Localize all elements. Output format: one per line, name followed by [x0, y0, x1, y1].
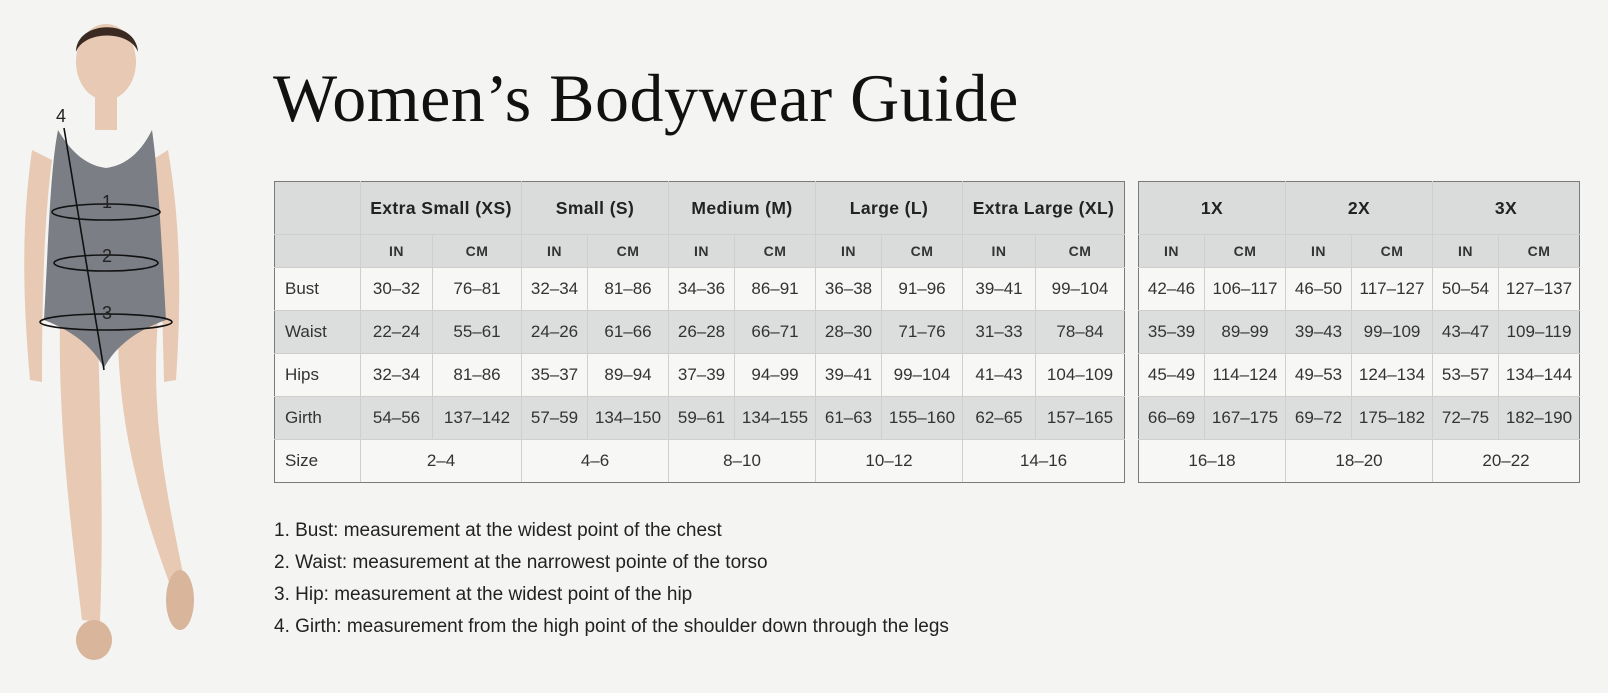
size-header-xl: Extra Large (XL) — [963, 182, 1125, 235]
table-cell: 137–142 — [433, 397, 522, 440]
table-cell: 26–28 — [669, 311, 735, 354]
table-cell: 53–57 — [1433, 354, 1499, 397]
table-cell: 167–175 — [1205, 397, 1286, 440]
table-cell: 157–165 — [1036, 397, 1125, 440]
table-cell: 66–71 — [735, 311, 816, 354]
table-cell: 32–34 — [522, 268, 588, 311]
table-cell: 94–99 — [735, 354, 816, 397]
note-bust: 1. Bust: measurement at the widest point of the chest — [274, 520, 722, 541]
table-cell: 37–39 — [669, 354, 735, 397]
table-cell: 99–104 — [882, 354, 963, 397]
size-header-1x: 1X — [1139, 182, 1286, 235]
figure-marker-4: 4 — [56, 106, 67, 126]
row-label: Waist — [275, 311, 361, 354]
table-cell: 57–59 — [522, 397, 588, 440]
table-cell: 182–190 — [1499, 397, 1580, 440]
unit-header: IN — [1139, 235, 1205, 268]
table-cell: 22–24 — [361, 311, 433, 354]
table-cell: 69–72 — [1286, 397, 1352, 440]
size-range-cell: 8–10 — [669, 440, 816, 483]
size-range-cell: 18–20 — [1286, 440, 1433, 483]
table-cell: 134–144 — [1499, 354, 1580, 397]
table-row — [275, 268, 1125, 311]
table-row — [275, 311, 1125, 354]
table-cell: 91–96 — [882, 268, 963, 311]
figure-marker-3: 3 — [102, 303, 113, 323]
unit-header: IN — [522, 235, 588, 268]
unit-header: IN — [1433, 235, 1499, 268]
table-cell: 46–50 — [1286, 268, 1352, 311]
table-cell: 127–137 — [1499, 268, 1580, 311]
unit-corner-cell — [275, 235, 361, 268]
table-cell: 114–124 — [1205, 354, 1286, 397]
table-cell: 28–30 — [816, 311, 882, 354]
figure-marker-2: 2 — [102, 246, 113, 266]
size-header-l: Large (L) — [816, 182, 963, 235]
table-cell: 45–49 — [1139, 354, 1205, 397]
unit-header: CM — [1499, 235, 1580, 268]
corner-cell — [275, 182, 361, 235]
table-row — [275, 397, 1125, 440]
size-header-m: Medium (M) — [669, 182, 816, 235]
table-cell: 39–41 — [963, 268, 1036, 311]
size-header-xs: Extra Small (XS) — [361, 182, 522, 235]
table-cell: 39–43 — [1286, 311, 1352, 354]
note-hip: 3. Hip: measurement at the widest point of the hip — [274, 584, 693, 605]
table-cell: 109–119 — [1499, 311, 1580, 354]
table-cell: 86–91 — [735, 268, 816, 311]
table-cell: 104–109 — [1036, 354, 1125, 397]
table-cell: 155–160 — [882, 397, 963, 440]
table-cell: 71–76 — [882, 311, 963, 354]
table-cell: 72–75 — [1433, 397, 1499, 440]
unit-header: CM — [735, 235, 816, 268]
table-row — [275, 354, 1125, 397]
table-cell: 81–86 — [588, 268, 669, 311]
table-cell: 42–46 — [1139, 268, 1205, 311]
table-cell: 76–81 — [433, 268, 522, 311]
note-waist: 2. Waist: measurement at the narrowest pointe of the torso — [274, 552, 768, 573]
table-cell: 24–26 — [522, 311, 588, 354]
row-label: Size — [275, 440, 361, 483]
table-cell: 39–41 — [816, 354, 882, 397]
table-cell: 50–54 — [1433, 268, 1499, 311]
table-cell: 62–65 — [963, 397, 1036, 440]
size-table-standard — [274, 181, 1125, 483]
note-girth: 4. Girth: measurement from the high point of the shoulder down through the legs — [274, 616, 949, 637]
table-cell: 99–109 — [1352, 311, 1433, 354]
table-cell: 89–94 — [588, 354, 669, 397]
unit-header: CM — [1352, 235, 1433, 268]
unit-header: CM — [433, 235, 522, 268]
table-cell: 66–69 — [1139, 397, 1205, 440]
table-cell: 59–61 — [669, 397, 735, 440]
row-label: Hips — [275, 354, 361, 397]
table-cell: 49–53 — [1286, 354, 1352, 397]
row-label: Bust — [275, 268, 361, 311]
unit-header: CM — [882, 235, 963, 268]
table-cell: 61–63 — [816, 397, 882, 440]
model-figure — [0, 0, 240, 693]
table-cell: 35–39 — [1139, 311, 1205, 354]
size-range-cell: 20–22 — [1433, 440, 1580, 483]
row-label: Girth — [275, 397, 361, 440]
unit-header: IN — [361, 235, 433, 268]
table-cell: 61–66 — [588, 311, 669, 354]
unit-header: CM — [1205, 235, 1286, 268]
table-cell: 55–61 — [433, 311, 522, 354]
unit-header: CM — [588, 235, 669, 268]
table-cell: 89–99 — [1205, 311, 1286, 354]
table-row — [1139, 397, 1580, 440]
table-cell: 78–84 — [1036, 311, 1125, 354]
size-range-cell: 14–16 — [963, 440, 1125, 483]
unit-header: IN — [816, 235, 882, 268]
size-header-3x: 3X — [1433, 182, 1580, 235]
size-range-cell: 10–12 — [816, 440, 963, 483]
table-cell: 134–155 — [735, 397, 816, 440]
size-table-plus — [1138, 181, 1580, 483]
table-cell: 36–38 — [816, 268, 882, 311]
unit-header: CM — [1036, 235, 1125, 268]
figure-marker-1: 1 — [102, 192, 113, 212]
table-row — [1139, 268, 1580, 311]
table-cell: 124–134 — [1352, 354, 1433, 397]
unit-header: IN — [669, 235, 735, 268]
table-row — [1139, 354, 1580, 397]
size-header-2x: 2X — [1286, 182, 1433, 235]
table-cell: 30–32 — [361, 268, 433, 311]
measurement-notes — [274, 515, 949, 643]
unit-header: IN — [963, 235, 1036, 268]
size-range-cell: 2–4 — [361, 440, 522, 483]
table-cell: 99–104 — [1036, 268, 1125, 311]
table-cell: 134–150 — [588, 397, 669, 440]
page-title: Women’s Bodywear Guide — [273, 60, 1019, 136]
size-range-cell: 16–18 — [1139, 440, 1286, 483]
unit-header: IN — [1286, 235, 1352, 268]
table-cell: 43–47 — [1433, 311, 1499, 354]
table-cell: 31–33 — [963, 311, 1036, 354]
table-cell: 35–37 — [522, 354, 588, 397]
table-cell: 81–86 — [433, 354, 522, 397]
table-cell: 34–36 — [669, 268, 735, 311]
table-cell: 106–117 — [1205, 268, 1286, 311]
table-cell: 32–34 — [361, 354, 433, 397]
table-cell: 54–56 — [361, 397, 433, 440]
table-cell: 41–43 — [963, 354, 1036, 397]
table-row-size — [1139, 440, 1580, 483]
table-cell: 175–182 — [1352, 397, 1433, 440]
size-range-cell: 4–6 — [522, 440, 669, 483]
table-cell: 117–127 — [1352, 268, 1433, 311]
table-row-size — [275, 440, 1125, 483]
size-header-s: Small (S) — [522, 182, 669, 235]
table-row — [1139, 311, 1580, 354]
